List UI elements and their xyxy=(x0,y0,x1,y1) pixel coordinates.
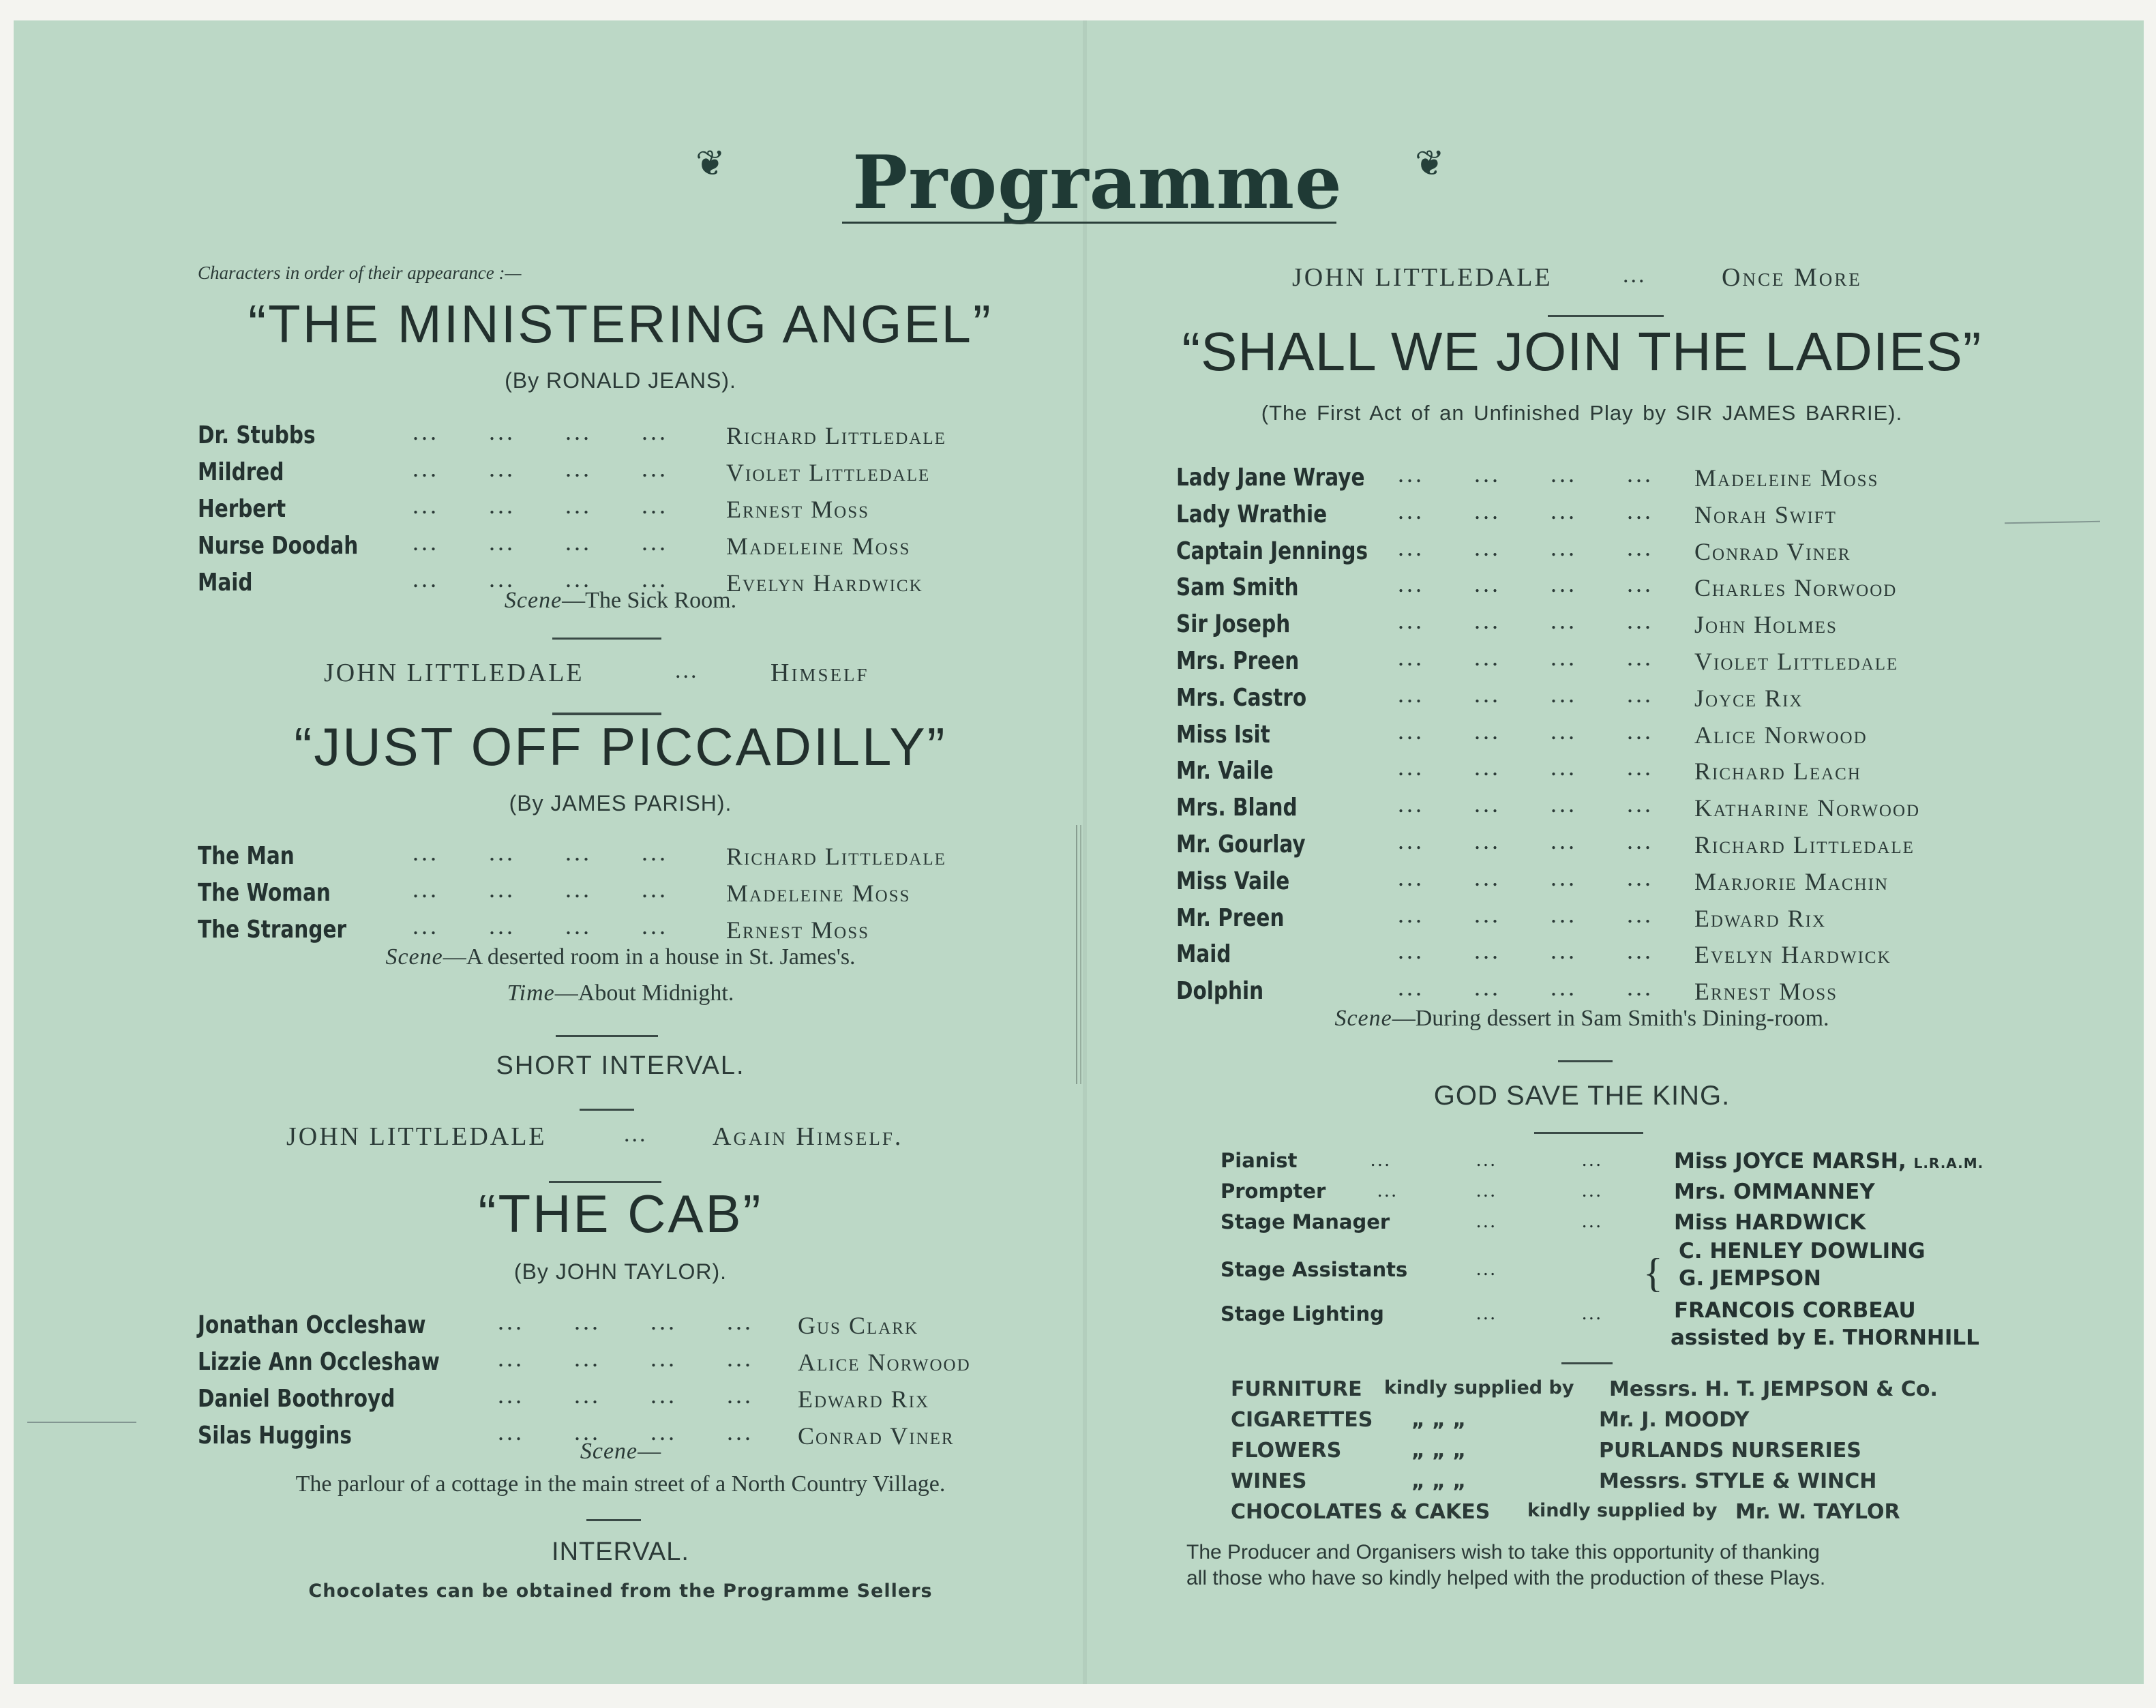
staple-marks xyxy=(1076,825,1081,1084)
cast-role: Mr. Vaile xyxy=(1176,757,1274,785)
cast-role: Silas Huggins xyxy=(198,1422,352,1450)
cast-actor: Conrad Viner xyxy=(1694,537,1851,565)
cast-row xyxy=(1152,680,2025,718)
pencil-arrow-left xyxy=(27,1422,136,1423)
cast-role: Mr. Gourlay xyxy=(1176,830,1306,858)
cast-row xyxy=(170,1308,1030,1345)
cast-actor: Richard Littledale xyxy=(1694,831,1915,858)
cast-row xyxy=(1152,570,2025,608)
crew-stage-assistants: Stage Assistants ... { C. HENLEY DOWLING G. JEMPSON xyxy=(1221,1239,1926,1295)
cast-row xyxy=(1152,496,2025,535)
leader-dots: ... ... ... ... xyxy=(1398,790,1653,818)
leader-dots: ... ... ... ... xyxy=(1398,607,1653,635)
cast-role: Maid xyxy=(1176,940,1231,969)
leader-dots: ... ... ... ... xyxy=(1398,863,1653,891)
cast-row xyxy=(1152,790,2025,828)
play-author: (By RONALD JEANS). xyxy=(505,368,736,393)
cast-role: Mildred xyxy=(198,458,284,486)
cast-role: Miss Vaile xyxy=(1176,867,1290,895)
cast-row xyxy=(1152,827,2025,865)
cast-actor: Conrad Viner xyxy=(798,1422,955,1450)
divider xyxy=(552,638,661,640)
play-title-shall-we-join-the-ladies: “SHALL WE JOIN THE LADIES” xyxy=(1182,321,1982,382)
leader-dots: ... ... ... ... xyxy=(1398,827,1653,854)
leader-dots: ... ... ... ... xyxy=(1398,644,1653,671)
interval: INTERVAL. xyxy=(552,1538,689,1566)
cast-role: Dolphin xyxy=(1176,977,1264,1006)
intro-text: Characters in order of their appearance :— xyxy=(198,263,522,283)
leader-dots: ... ... ... ... xyxy=(1398,937,1653,965)
scene-line-2: The parlour of a cottage in the main street of a North Country Village. xyxy=(295,1471,946,1497)
programme-sheet: ❦ Programme ❦ Characters in order of their appearance :— “THE MINISTERING ANGEL” (By RONALD JEANS). Dr. Stubbs ... ... ... ... Richard Littledale Mildred ... ... ... ... Violet Littledale Herbert ... ... ... ... Ernest Moss Nurse Doodah ... ... ... ... Madeleine Moss Maid ... ... ... ... Evelyn Hardwick Scene—The Sick Room. JOHN LITTLEDALE ... Himself “JUST OFF PICCADILLY” (By JAMES PARISH). The Man ... ... ... ... Richard Littledale The Woman ... ... ... ... Madeleine Moss The Stranger ... ... ... ... Ernest Moss Scene—A deserted room in a house in St. James's. Time—About Midnight. SHORT INTERVAL. JOHN LITTLEDALE ... Again Himself. “THE CAB” (By JOHN TAYLOR). Jonathan Occleshaw ... ... ... ... Gus Clark Lizzie Ann Occleshaw ... ... ... ... Alice Norwood Daniel Boothroyd ... ... ... ... Edward Rix Silas Huggins ... ... ... ... Conrad Viner Scene— The parlour of a cottage in the main street of a North Country Village. INTERVAL. Chocolates can be obtained from the Programme Sellers JOHN LITTLEDALE ... Once More “SHALL WE JOIN THE LADIES” (The First Act of an Unfinished Play by SIR JAMES BARRIE). Lady Jane Wraye ... ... ... ... Madeleine Moss Lady Wrathie ... ... ... ... Norah Swift Captain Jennings ... ... ... ... Conrad Viner Sam Smith ... ... ... ... Charles Norwood Sir Joseph ... ... ... ... John Holmes Mrs. Preen ... ... ... ... Violet Littledale Mrs. Castro ... ... ... ... Joyce Rix Miss Isit ... ... ... ... Alice Norwood Mr. Vaile ... ... ... ... Richard Leach Mrs. Bland ... ... ... ... Katharine Norwood Mr. Gourlay ... ... ... ... Richard Littledale Miss Vaile ... ... ... ... Marjorie Machin Mr. Preen ... ... ... ... Edward Rix Maid ... ... ... ... Evelyn Hardwick Dolphin ... ... ... ... Ernest Moss Scene—During dessert in Sam Smith's Dining-room. GOD SAVE THE KING. Pianist ... ... ... Miss JOYCE MARSH, L.R.A.M. Prompter ... ... ... Mrs. OMMANNEY Stage Manager ... ... Miss HARDWICK Stage Assistants ... { C. HENLEY DOWLING G. JEMPSON Stage Lighting ... ... FRANCOIS CORBEAU assisted by E. THORNHILL FURNITURE kindly supplied by Messrs. H. T. JEMPSON & Co. CIGARETTES „ „ „ Mr. J. MOODY FLOWERS „ „ „ PURLANDS NURSERIES WINES „ „ „ Messrs. STYLE & WINCH CHOCOLATES & CAKES kindly supplied by Mr. W. TAYLOR The Producer and Organisers wish to take this opportunity of thanking all those who have so kindly helped with the production of these Plays. xyxy=(14,20,2144,1684)
leader-dots: ... ... ... ... xyxy=(413,912,668,940)
cast-actor: Edward Rix xyxy=(1694,904,1827,932)
cast-actor: John Holmes xyxy=(1694,611,1838,639)
cast-role: Lizzie Ann Occleshaw xyxy=(198,1348,440,1376)
leader-dots: ... ... ... ... xyxy=(413,565,668,593)
cast-actor: Madeleine Moss xyxy=(1694,464,1879,492)
cast-actor: Madeleine Moss xyxy=(726,533,911,560)
cast-role: Captain Jennings xyxy=(1176,537,1368,565)
leader-dots: ... ... ... ... xyxy=(498,1345,753,1372)
cast-row xyxy=(1152,753,2025,791)
cast-row xyxy=(170,839,1030,876)
leader-dots: ... ... ... ... xyxy=(1398,900,1653,928)
cast-role: Herbert xyxy=(198,495,286,523)
cast-row xyxy=(170,528,1030,566)
divider xyxy=(1558,1060,1613,1062)
cast-actor: Norah Swift xyxy=(1694,500,1837,528)
divider xyxy=(552,713,661,715)
cast-actor: Richard Littledale xyxy=(726,422,946,449)
title-underline xyxy=(842,222,1336,224)
cast-row xyxy=(1152,717,2025,755)
cast-row xyxy=(170,492,1030,529)
anthem: GOD SAVE THE KING. xyxy=(1433,1081,1731,1111)
cast-role: Lady Wrathie xyxy=(1176,500,1328,528)
cast-actor: Alice Norwood xyxy=(1694,721,1868,749)
leader-dots: ... ... ... ... xyxy=(1398,460,1653,488)
scene-line: Scene—A deserted room in a house in St. James's. xyxy=(385,944,856,970)
cast-role: The Man xyxy=(198,842,295,870)
cast-role: Sam Smith xyxy=(1176,573,1299,602)
leader-dots: ... ... ... ... xyxy=(1398,680,1653,708)
cast-row xyxy=(1152,900,2025,938)
cast-actor: Richard Littledale xyxy=(726,843,946,870)
short-interval: SHORT INTERVAL. xyxy=(496,1051,745,1080)
interlude-row: JOHN LITTLEDALE ... Himself xyxy=(324,658,869,687)
cast-actor: Gus Clark xyxy=(798,1312,919,1339)
cast-role: The Stranger xyxy=(198,916,347,944)
cast-actor: Evelyn Hardwick xyxy=(726,569,923,597)
leader-dots: ... ... ... ... xyxy=(413,528,668,556)
cast-row xyxy=(170,875,1030,913)
leader-dots: ... ... ... ... xyxy=(498,1381,753,1409)
cast-role: Miss Isit xyxy=(1176,720,1270,749)
scene-line: Scene—The Sick Room. xyxy=(504,588,737,613)
cast-row xyxy=(1152,863,2025,901)
crew-stage-manager: Stage Manager ... ... Miss HARDWICK xyxy=(1221,1210,1866,1235)
scene-line: Scene—During dessert in Sam Smith's Dining-room. xyxy=(1334,1006,1829,1031)
cast-role: Dr. Stubbs xyxy=(198,421,316,449)
cast-actor: Katharine Norwood xyxy=(1694,794,1921,822)
leader-dots: ... ... ... ... xyxy=(413,875,668,903)
leader-dots: ... ... ... ... xyxy=(1398,496,1653,524)
cast-actor: Edward Rix xyxy=(798,1385,930,1413)
play-title-just-off-piccadilly: “JUST OFF PICCADILLY” xyxy=(294,717,947,777)
crew-prompter: Prompter ... ... ... Mrs. OMMANNEY xyxy=(1221,1180,1875,1204)
cast-actor: Madeleine Moss xyxy=(726,880,911,907)
cast-role: Mrs. Bland xyxy=(1176,794,1298,822)
play-title-the-cab: “THE CAB” xyxy=(478,1184,763,1244)
cast-role: Daniel Boothroyd xyxy=(198,1385,395,1413)
cast-row xyxy=(1152,533,2025,571)
leader-dots: ... ... ... ... xyxy=(498,1308,753,1335)
cast-actor: Ernest Moss xyxy=(726,916,870,944)
play-author: (By JAMES PARISH). xyxy=(509,791,732,815)
leader-dots: ... ... ... ... xyxy=(1398,717,1653,745)
leader-dots: ... ... ... ... xyxy=(1398,570,1653,598)
divider xyxy=(1548,315,1664,317)
leader-dots: ... ... ... ... xyxy=(413,455,668,482)
cast-actor: Joyce Rix xyxy=(1694,684,1803,712)
interlude-row: JOHN LITTLEDALE ... Again Himself. xyxy=(286,1122,903,1151)
cast-row xyxy=(1152,460,2025,498)
thanks-line-1: The Producer and Organisers wish to take this opportunity of thanking xyxy=(1186,1541,1820,1563)
cast-actor: Violet Littledale xyxy=(1694,648,1899,675)
cast-actor: Evelyn Hardwick xyxy=(1694,941,1891,969)
cast-role: Mrs. Castro xyxy=(1176,683,1307,712)
leader-dots: ... ... ... ... xyxy=(413,418,668,445)
cast-row xyxy=(170,1345,1030,1382)
cast-actor: Charles Norwood xyxy=(1694,574,1898,602)
crew-pianist: Pianist ... ... ... Miss JOYCE MARSH, L.R.A.M. xyxy=(1221,1149,1984,1173)
divider xyxy=(1534,1132,1643,1134)
divider xyxy=(1561,1362,1613,1364)
cast-actor: Richard Leach xyxy=(1694,758,1861,785)
leader-dots: ... ... ... ... xyxy=(413,492,668,519)
centre-fold xyxy=(1083,20,1087,1684)
time-line: Time—About Midnight. xyxy=(507,980,734,1006)
cast-actor: Marjorie Machin xyxy=(1694,867,1889,895)
cast-row xyxy=(170,1381,1030,1419)
cast-role: Sir Joseph xyxy=(1176,610,1291,639)
scene-line: Scene— xyxy=(580,1439,661,1464)
cast-actor: Violet Littledale xyxy=(726,459,931,486)
play-author: (The First Act of an Unfinished Play by SIR JAMES BARRIE). xyxy=(1261,401,1903,425)
cast-row xyxy=(170,418,1030,455)
leader-dots: ... ... ... ... xyxy=(498,1418,753,1445)
cast-role: Mrs. Preen xyxy=(1176,647,1300,675)
cast-role: Jonathan Occleshaw xyxy=(198,1311,426,1339)
cast-role: Nurse Doodah xyxy=(198,532,359,560)
cast-row xyxy=(1152,937,2025,974)
play-title-ministering-angel: “THE MINISTERING ANGEL” xyxy=(248,294,993,354)
cast-role: Lady Jane Wraye xyxy=(1176,464,1365,492)
page-title: Programme xyxy=(852,140,1343,226)
cast-role: Mr. Preen xyxy=(1176,903,1285,932)
interlude-row: JOHN LITTLEDALE ... Once More xyxy=(1292,263,1862,292)
divider xyxy=(556,1035,658,1037)
play-author: (By JOHN TAYLOR). xyxy=(513,1259,728,1284)
cast-actor: Ernest Moss xyxy=(1694,978,1838,1006)
cast-row xyxy=(170,455,1030,492)
chocolates-note: Chocolates can be obtained from the Programme Sellers xyxy=(308,1580,933,1602)
cast-row xyxy=(1152,607,2025,644)
cast-actor: Alice Norwood xyxy=(798,1349,971,1376)
thanks-line-2: all those who have so kindly helped with the production of these Plays. xyxy=(1186,1567,1826,1589)
divider xyxy=(586,1519,641,1521)
crew-stage-lighting: Stage Lighting ... ... FRANCOIS CORBEAU assisted by E. THORNHILL xyxy=(1221,1298,1979,1350)
leaf-ornament-left-icon: ❦ xyxy=(695,145,725,183)
divider xyxy=(580,1109,634,1111)
leader-dots: ... ... ... ... xyxy=(1398,974,1653,1002)
cast-role: Maid xyxy=(198,569,253,597)
cast-actor: Ernest Moss xyxy=(726,496,870,523)
cast-row xyxy=(1152,644,2025,681)
cast-role: The Woman xyxy=(198,879,331,907)
leader-dots: ... ... ... ... xyxy=(1398,753,1653,781)
leader-dots: ... ... ... ... xyxy=(413,839,668,866)
leader-dots: ... ... ... ... xyxy=(1398,533,1653,561)
leaf-ornament-right-icon: ❦ xyxy=(1415,145,1445,183)
